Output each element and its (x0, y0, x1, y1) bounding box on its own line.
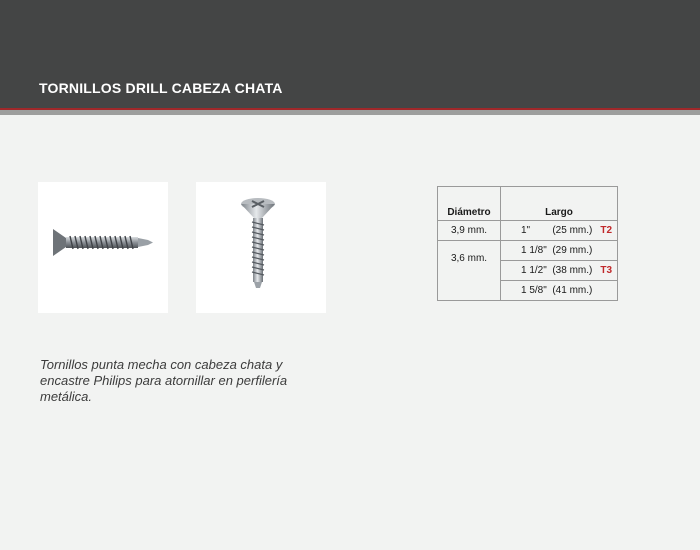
table-row (438, 221, 618, 241)
length-cell (501, 281, 618, 301)
screw-front-icon (196, 182, 326, 313)
diameter-cell: 3,9 mm. (438, 221, 501, 241)
length-cell (501, 241, 618, 261)
spec-table (437, 186, 644, 310)
diameter-cell: 3,6 mm. (438, 241, 501, 301)
length-value: 1" (25 mm.) (521, 225, 593, 236)
diameter-header: Diámetro (438, 187, 501, 221)
screw-side-image (38, 182, 168, 313)
length-value: 1 1/8" (29 mm.) (521, 245, 593, 256)
length-value: 1 5/8" (41 mm.) (521, 285, 593, 296)
screw-front-image (196, 182, 326, 313)
screw-side-icon (38, 182, 168, 313)
description-line: metálica. (40, 389, 93, 404)
length-header: Largo (501, 187, 618, 221)
product-description (40, 357, 340, 405)
length-value: 1 1/2" (38 mm.) (521, 265, 593, 276)
length-cell (501, 221, 618, 241)
header-shadow (0, 110, 700, 115)
table-row (438, 241, 618, 261)
page-title: TORNILLOS DRILL CABEZA CHATA (39, 80, 283, 96)
description-line: Tornillos punta mecha con cabeza chata y (40, 357, 283, 372)
thread-code: T2 (600, 225, 613, 236)
thread-code: T3 (600, 265, 613, 276)
length-cell (501, 261, 618, 281)
table-header-row (438, 187, 618, 221)
header-bar (0, 0, 700, 108)
description-line: encastre Philips para atornillar en perfilería (40, 373, 288, 388)
